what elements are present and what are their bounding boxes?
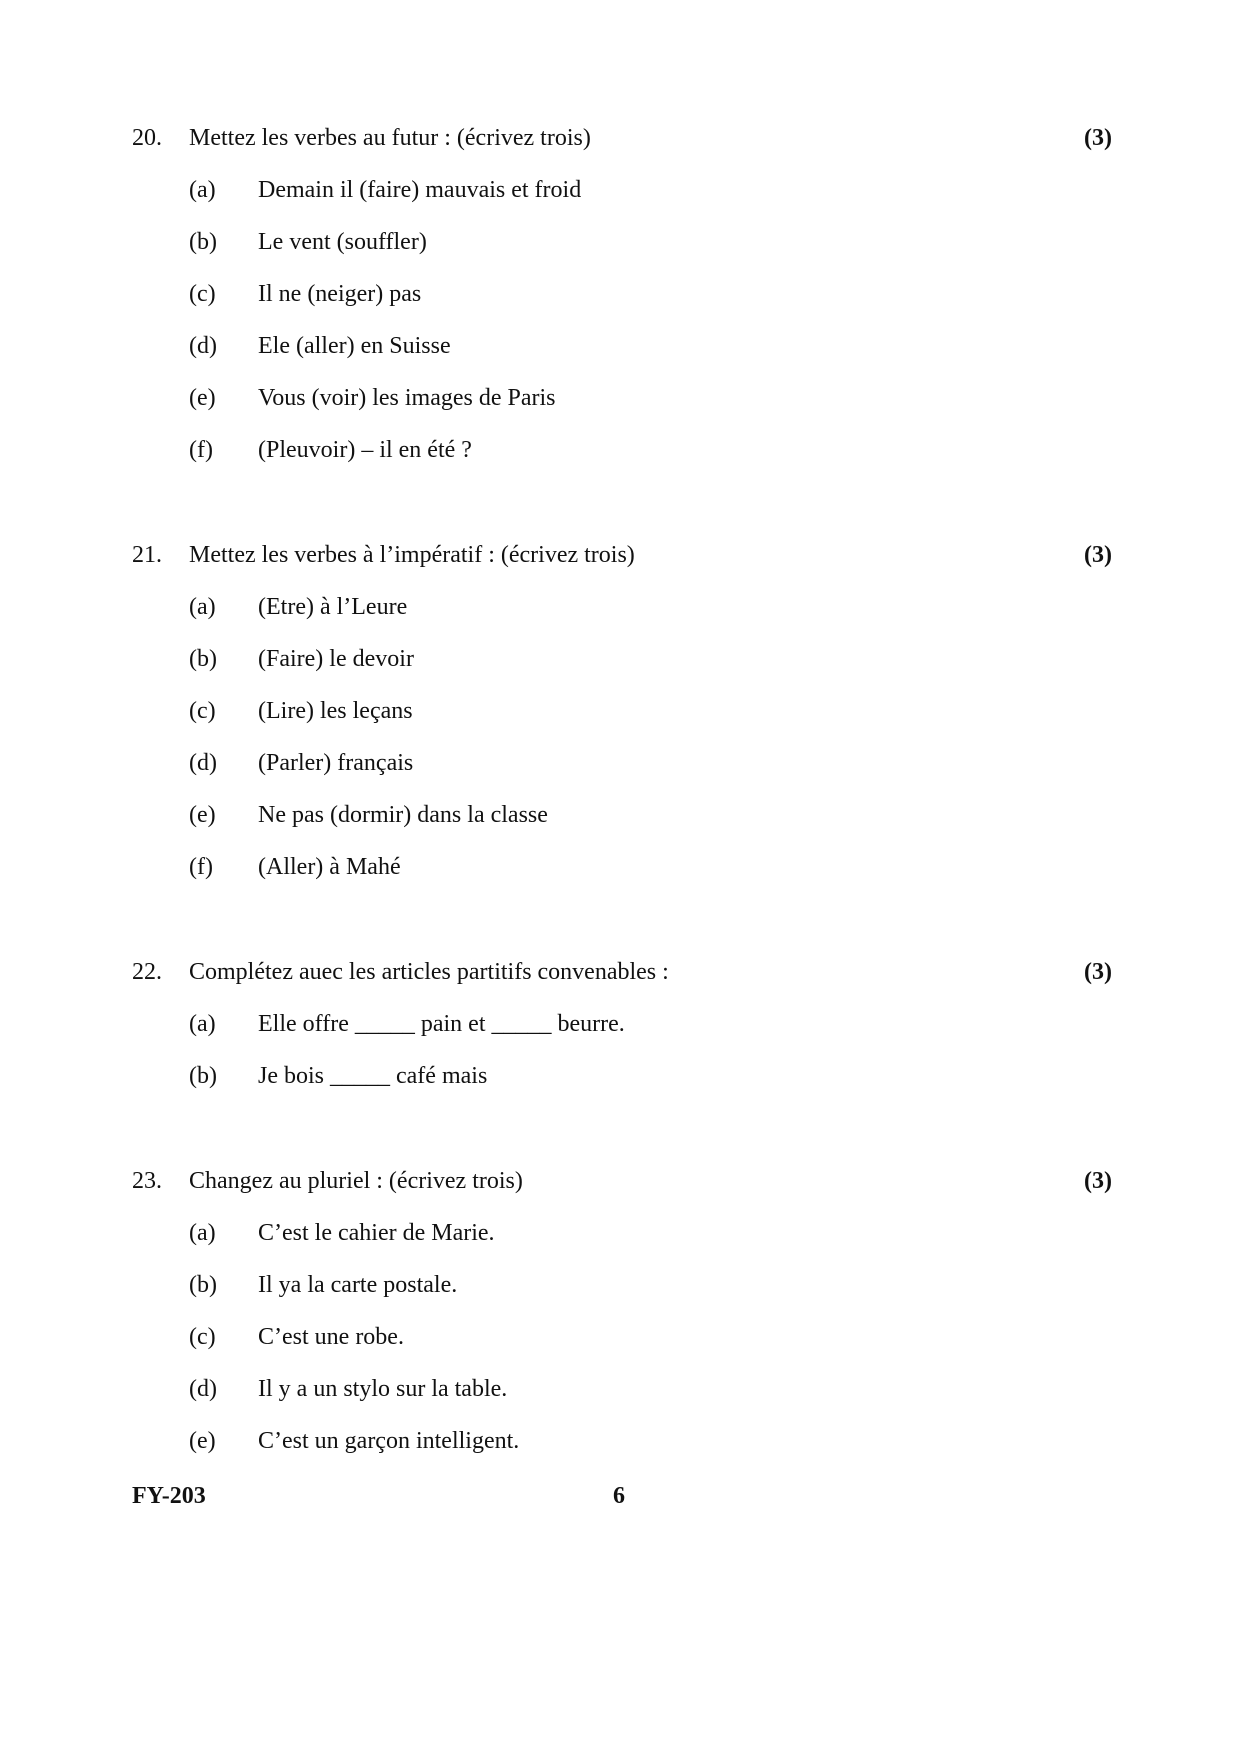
question-item — [132, 1319, 1112, 1371]
question-item — [132, 1423, 1112, 1475]
question-item — [132, 276, 1112, 328]
item-label: (a) — [189, 177, 216, 203]
question-number: 20. — [132, 125, 162, 151]
question-item — [132, 224, 1112, 276]
question-header — [132, 537, 1112, 589]
question-number: 23. — [132, 1168, 162, 1194]
question-item — [132, 745, 1112, 797]
question-marks: (3) — [1084, 542, 1112, 568]
item-label: (c) — [189, 1324, 216, 1350]
paper-code: FY-203 — [132, 1483, 206, 1509]
item-label: (e) — [189, 1428, 216, 1454]
item-text: C’est le cahier de Marie. — [258, 1220, 495, 1246]
item-label: (a) — [189, 594, 216, 620]
question-item — [132, 1215, 1112, 1267]
item-label: (e) — [189, 385, 216, 411]
item-text: (Pleuvoir) – il en été ? — [258, 437, 472, 463]
item-text: Elle offre _____ pain et _____ beurre. — [258, 1011, 625, 1037]
item-label: (b) — [189, 229, 217, 255]
item-text: (Parler) français — [258, 750, 414, 776]
item-label: (c) — [189, 281, 216, 307]
item-text: Demain il (faire) mauvais et froid — [258, 177, 582, 203]
question-item — [132, 1267, 1112, 1319]
question-item — [132, 1371, 1112, 1423]
item-text: Le vent (souffler) — [258, 229, 427, 255]
question-21 — [132, 537, 1112, 901]
question-instruction: Mettez les verbes au futur : (écrivez trois) — [189, 125, 591, 151]
question-marks: (3) — [1084, 1168, 1112, 1194]
item-text: Ne pas (dormir) dans la classe — [258, 802, 548, 828]
question-instruction: Changez au pluriel : (écrivez trois) — [189, 1168, 523, 1194]
item-text: Ele (aller) en Suisse — [258, 333, 451, 359]
question-23 — [132, 1163, 1112, 1475]
item-label: (b) — [189, 1063, 217, 1089]
question-marks: (3) — [1084, 125, 1112, 151]
item-label: (d) — [189, 750, 217, 776]
question-header — [132, 954, 1112, 1006]
question-item — [132, 432, 1112, 484]
question-item — [132, 589, 1112, 641]
question-item — [132, 693, 1112, 745]
item-text: (Faire) le devoir — [258, 646, 414, 672]
question-20 — [132, 120, 1112, 484]
item-label: (f) — [189, 854, 213, 880]
question-header — [132, 1163, 1112, 1215]
question-22 — [132, 954, 1112, 1110]
question-item — [132, 328, 1112, 380]
question-item — [132, 797, 1112, 849]
item-label: (f) — [189, 437, 213, 463]
item-text: Je bois _____ café mais — [258, 1063, 488, 1089]
question-item — [132, 1006, 1112, 1058]
question-item — [132, 1058, 1112, 1110]
item-text: (Aller) à Mahé — [258, 854, 401, 880]
item-label: (b) — [189, 646, 217, 672]
question-header — [132, 120, 1112, 172]
item-label: (e) — [189, 802, 216, 828]
item-text: C’est un garçon intelligent. — [258, 1428, 520, 1454]
question-marks: (3) — [1084, 959, 1112, 985]
item-label: (a) — [189, 1011, 216, 1037]
question-instruction: Mettez les verbes à l’impératif : (écrivez trois) — [189, 542, 635, 568]
question-item — [132, 849, 1112, 901]
item-label: (a) — [189, 1220, 216, 1246]
item-text: Il y a un stylo sur la table. — [258, 1376, 508, 1402]
item-text: (Lire) les leçans — [258, 698, 413, 724]
question-instruction: Complétez auec les articles partitifs convenables : — [189, 959, 669, 985]
page-number: 6 — [613, 1483, 625, 1509]
question-number: 22. — [132, 959, 162, 985]
item-label: (c) — [189, 698, 216, 724]
item-label: (b) — [189, 1272, 217, 1298]
item-text: Vous (voir) les images de Paris — [258, 385, 556, 411]
item-label: (d) — [189, 1376, 217, 1402]
question-item — [132, 172, 1112, 224]
item-text: Il ya la carte postale. — [258, 1272, 458, 1298]
question-number: 21. — [132, 542, 162, 568]
item-text: (Etre) à l’Leure — [258, 594, 408, 620]
item-text: C’est une robe. — [258, 1324, 404, 1350]
question-item — [132, 641, 1112, 693]
item-text: Il ne (neiger) pas — [258, 281, 422, 307]
item-label: (d) — [189, 333, 217, 359]
question-item — [132, 380, 1112, 432]
